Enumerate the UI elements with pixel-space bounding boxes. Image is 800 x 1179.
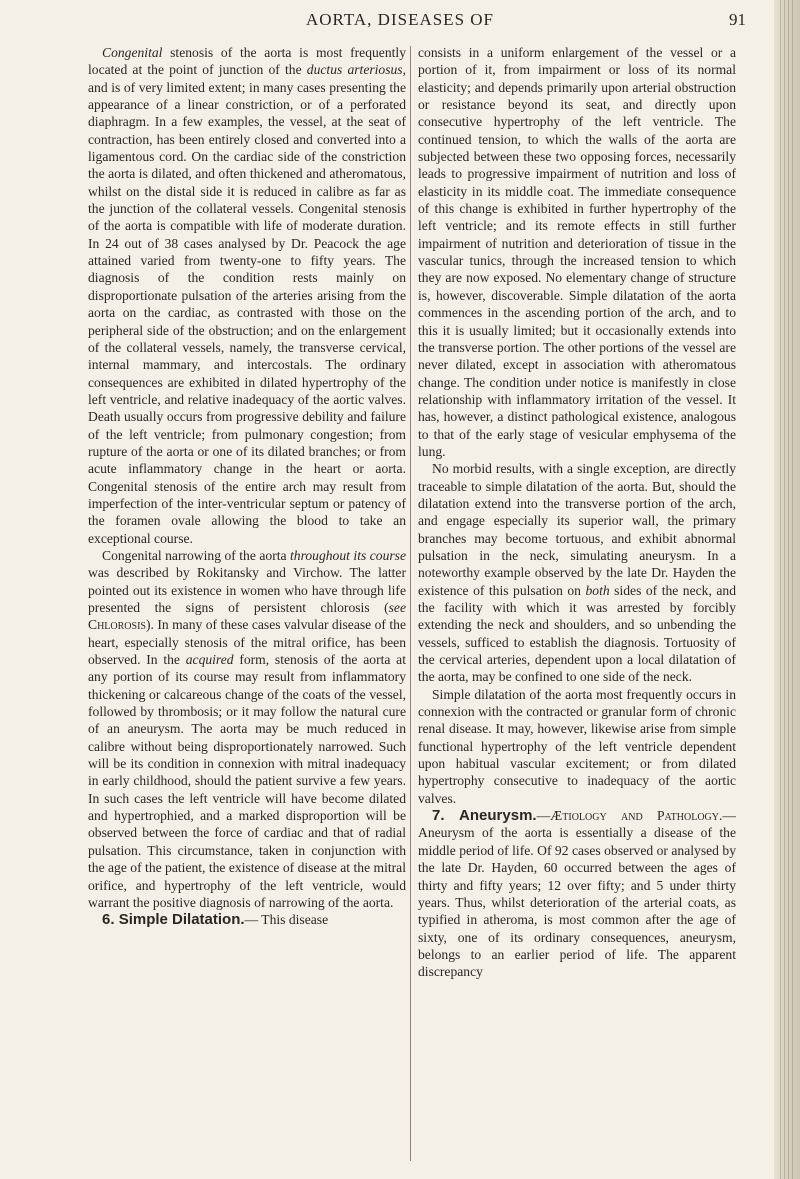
text-span: sides of the neck, and the facility with which it was arrested by forcibly extending the neck and shoulders, and so unbending the vessels, sufficed to establish the diagnosis. Tortuosity of the cervical arteries, dependent upon a local dilatation of the aorta, may be confined to one side of the neck.	[418, 582, 736, 685]
paragraph-congenital-stenosis	[88, 44, 406, 547]
page-edge-lines	[780, 0, 796, 1179]
text-span: and is of very limited extent; in many cases presenting the appearance of a linear constriction, or of a perforated diaphragm. In a few examples, the vessel, at the seat of contraction, has been entirely closed and converted into a ligamentous cord. On the cardiac side of the constriction the aorta is dilated, and often thickened and atheromatous, whilst on the distal side it is reduced in calibre as far as the junction of the collateral vessels. Congenital stenosis of the aorta is compatible with life of moderate duration. In 24 out of 38 cases analysed by Dr. Peacock the age attained varied from twenty-one to fifty years. The diagnosis of the condition rests mainly on disproportionate pulsation of the arteries arising from the aorta on the cardiac, as contrasted with those on the peripheral side of the obstruction; and on the enlargement of the collateral vessels, namely, the transverse cervical, internal mammary, and intercostals. The ordinary consequences are exhibited in dilated hypertrophy of the left ventricle, and relative inadequacy of the aortic valves. Death usually occurs from progressive debility and failure of the left ventricle; from pulmonary congestion; from rupture of the aorta or one of its dilated branches; or from acute inflammatory change in the heart or aorta. Congenital stenosis of the entire arch may result from imperfection of the inter-ventricular septum or patency of the foramen ovale allowing the blood to take an exceptional course.	[88, 79, 406, 546]
running-title: AORTA, DISEASES OF	[306, 10, 494, 29]
paragraph-morbid-results	[418, 460, 736, 685]
text-span: — This disease	[244, 912, 329, 928]
section-number: 6.	[102, 911, 119, 929]
paragraph-dilatation-continued: consists in a uniform enlargement of the vessel or a portion of it, from impairment or loss of its normal elasticity; and depends primarily upon arterial obstruction or resistance beyond its seat, and directly upon consecutive hypertrophy of the left ventricle. The continued tension, to which the walls of the aorta are subjected between these two opposing forces, necessarily leads to progressive impairment of nutrition and loss of elasticity in its middle coat. The immediate consequence of this change is exhibited in further hypertrophy of the left ventricle; and its remote effects in still further impairment of nutrition and deterioration of tissue in the vascular tunics, through the increased tension to which they are now exposed. No elementary change of structure is, however, discoverable. Simple dilatation of the aorta commences in the ascending portion of the arch, and to this it is usually limited; but it occasionally extends into the transverse portion. The other portions of the vessel are never dilated, except in association with atheromatous change. The condition under notice is manifestly in close relationship with inflammatory irritation of the vessel. It has, however, a distinct pathological existence, analogous to that of the early stage of vesicular emphysema of the lung.	[418, 45, 736, 459]
italic-term: ductus arteriosus,	[306, 62, 406, 78]
paragraph-congenital-narrowing	[88, 547, 406, 911]
subsection-title: Ætiology and Pathology.	[550, 808, 723, 824]
italic-term: throughout its course	[290, 547, 406, 563]
left-column	[88, 44, 406, 929]
text-span: ). In many of these cases valvular disease of the heart, especially stenosis of the mitral orifice, has been observed. In the	[88, 617, 406, 668]
column-divider	[410, 46, 411, 1161]
text-span: form, stenosis of the aorta at any portion of its course may result from inflammatory thickening or calcareous change of the coats of the vessel, followed by thrombosis; or it may follow the natural cure of an aneurysm. The aorta may be much reduced in calibre without being disproportionately narrowed. Such will be its condition in connexion with mitral inadequacy in early childhood, should the patient survive a few years. In such cases the left ventricle will have become dilated and hypertrophied, and a marked disproportion will be observed between the force of cardiac and that of radial pulsation. This circumstance, taken in conjunction with the age of the patient, the existence of disease at the mitral orifice, and hypertrophy of the left ventricle, would warrant the positive diagnosis of narrowing of the aorta.	[88, 652, 406, 910]
section-heading-simple-dilatation	[88, 911, 406, 928]
dash: —	[536, 808, 551, 824]
cross-reference: Chlorosis	[88, 617, 146, 633]
page-header	[0, 4, 800, 34]
page-number: 91	[729, 10, 746, 29]
text-span: —Aneurysm of the aorta is essentially a disease of the middle period of life. Of 92 cases observed or analysed by the late Dr. Hayden, 60 occurred between the ages of thirty and fifty years; 12 over fifty; and 5 under thirty years. Thus, whilst deterioration of the arterial coats, as typified in atheroma, is most common after the age of sixty, one of its ordinary consequences, aneurysm, belongs to an earlier period of life. The apparent discrepancy	[418, 808, 736, 980]
paragraph-renal-disease: Simple dilatation of the aorta most frequently occurs in connexion with the contracted or granular form of chronic renal disease. It may, however, likewise arise from simple functional hypertrophy of the left ventricle dependent upon habitual vascular excitement; or from dilated hypertrophy consecutive to inadequacy of the aortic valves.	[418, 686, 736, 806]
text-span: No morbid results, with a single exception, are directly traceable to simple dilatation of the aorta. But, should the dilatation extend into the transverse portion of the arch, and engage especially its superior wall, the primary branches may become tortuous, and exhibit abnormal pulsation in the neck, simulating aneurysm. In a noteworthy example observed by the late Dr. Hayden the existence of this pulsation on	[418, 461, 736, 598]
text-span: stenosis of the aorta is most frequently located at the point of junction of the	[88, 45, 406, 78]
section-number: 7.	[432, 807, 460, 825]
see-reference: see	[388, 600, 406, 615]
right-column	[418, 44, 736, 981]
section-title: Simple Dilatation.	[118, 911, 245, 929]
italic-term: acquired	[185, 652, 234, 668]
text-span: Congenital narrowing of the aorta	[102, 547, 291, 563]
text-span: was described by Rokitansky and Virchow. The latter pointed out its existence in women who have through life presented the signs of persistent chlorosis (	[88, 565, 406, 615]
lead-term: Congenital	[102, 45, 163, 60]
page-edge	[774, 0, 800, 1179]
section-heading-aneurysm	[418, 807, 736, 980]
italic-term: both	[585, 582, 610, 598]
section-title: Aneurysm.	[459, 807, 537, 825]
